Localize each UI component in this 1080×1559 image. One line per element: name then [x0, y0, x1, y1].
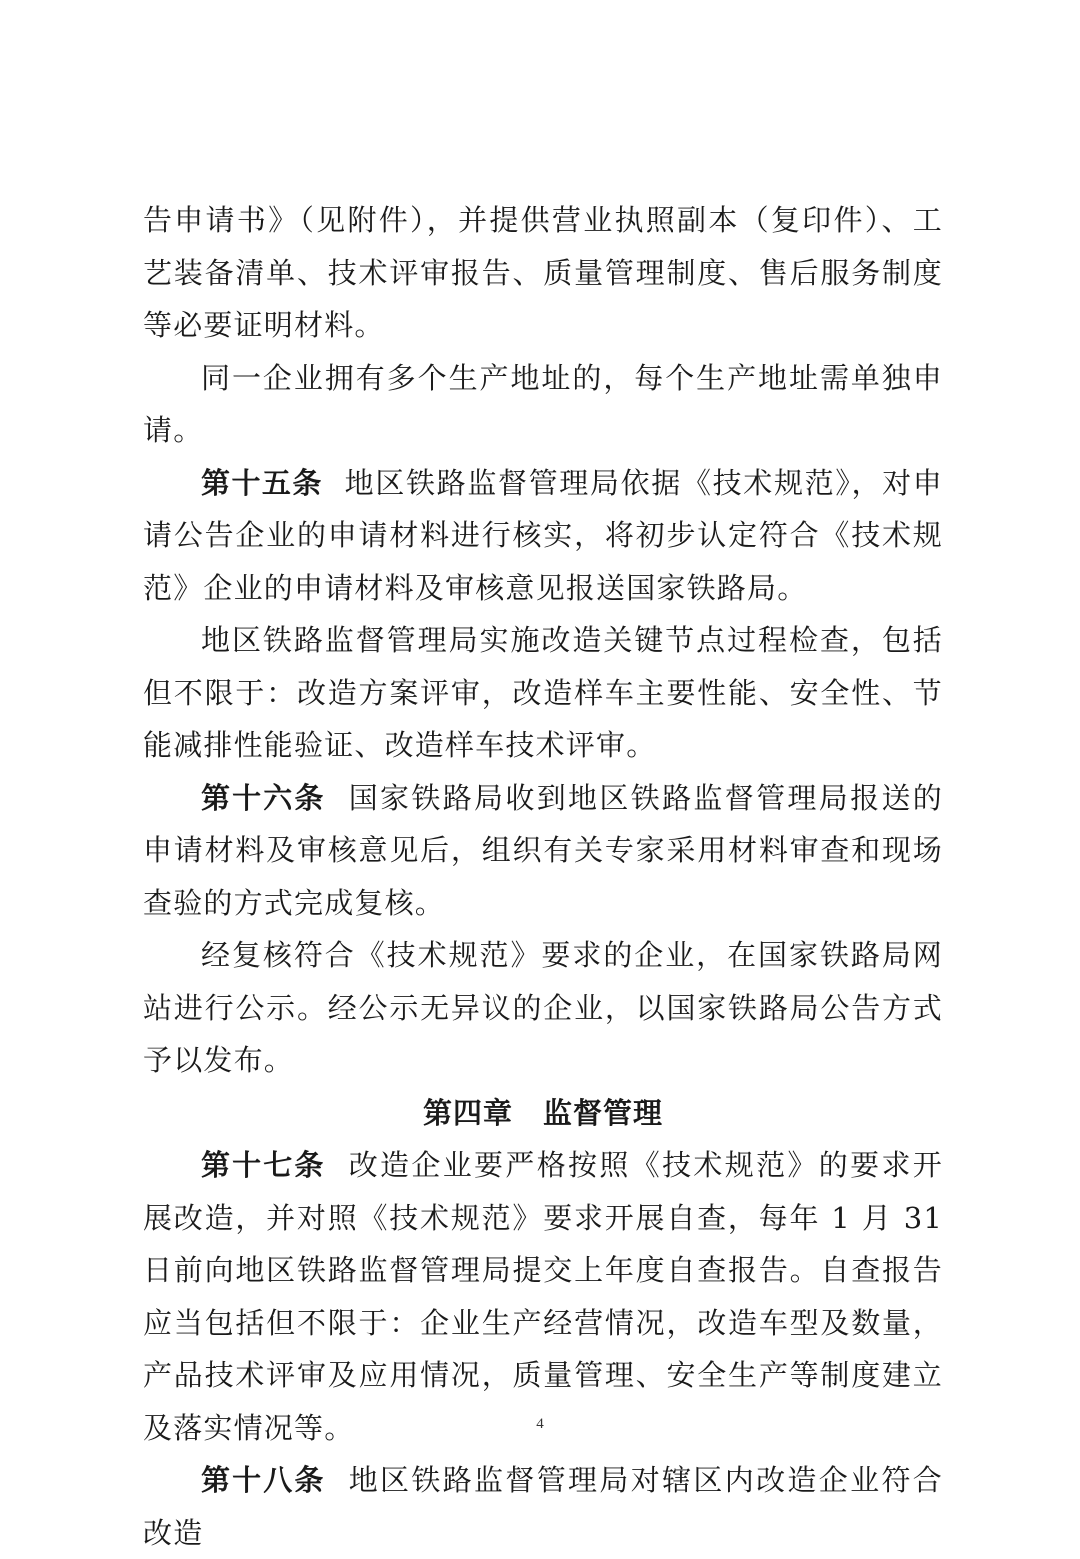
article-15-heading: 第十五条 [201, 465, 323, 500]
chapter-number: 第四章 [422, 1095, 513, 1130]
article-15-text: 地区铁路监督管理局依据《技术规范》，对申请公告企业的申请材料进行核实，将初步认定符合《技术规范》企业的申请材料及审核意见报送国家铁路局。 [143, 465, 943, 605]
article-16-heading: 第十六条 [201, 780, 326, 815]
chapter-heading [143, 1087, 943, 1140]
document-page [143, 194, 943, 1559]
article-18 [143, 1454, 943, 1559]
article-18-heading: 第十八条 [201, 1463, 326, 1497]
page-number: 4 [536, 1416, 544, 1432]
article-18-text: 地区铁路监督管理局对辖区内改造企业符合改造 [143, 1463, 943, 1550]
paragraph-key-node-inspection: 地区铁路监督管理局实施改造关键节点过程检查，包括但不限于：改造方案评审，改造样车主要性能、安全性、节能减排性能验证、改造样车技术评审。 [143, 623, 943, 762]
paragraph-publicity: 经复核符合《技术规范》要求的企业，在国家铁路局网站进行公示。经公示无异议的企业，以国家铁路局公告方式予以发布。 [143, 938, 943, 1077]
chapter-title: 监督管理 [543, 1095, 664, 1130]
article-17-heading: 第十七条 [201, 1148, 326, 1182]
paragraph-application-materials: 告申请书》（见附件），并提供营业执照副本（复印件）、工艺装备清单、技术评审报告、质量管理制度、售后服务制度等必要证明材料。 [143, 203, 943, 342]
article-16-text: 国家铁路局收到地区铁路监督管理局报送的申请材料及审核意见后，组织有关专家采用材料审查和现场查验的方式完成复核。 [143, 780, 943, 920]
article-15 [143, 457, 943, 615]
paragraph-multiple-addresses: 同一企业拥有多个生产地址的，每个生产地址需单独申请。 [143, 360, 943, 447]
article-16 [143, 772, 943, 930]
article-17 [143, 1139, 943, 1454]
article-17-text: 改造企业要严格按照《技术规范》的要求开展改造，并对照《技术规范》要求开展自查，每年 1 月 31 日前向地区铁路监督管理局提交上年度自查报告。自查报告应当包括但不限于：企业生产经营情况，改造车型及数量，产品技术评审及应用情况，质量管理、安全生产等制度建立及落实情况等。 [143, 1148, 943, 1445]
